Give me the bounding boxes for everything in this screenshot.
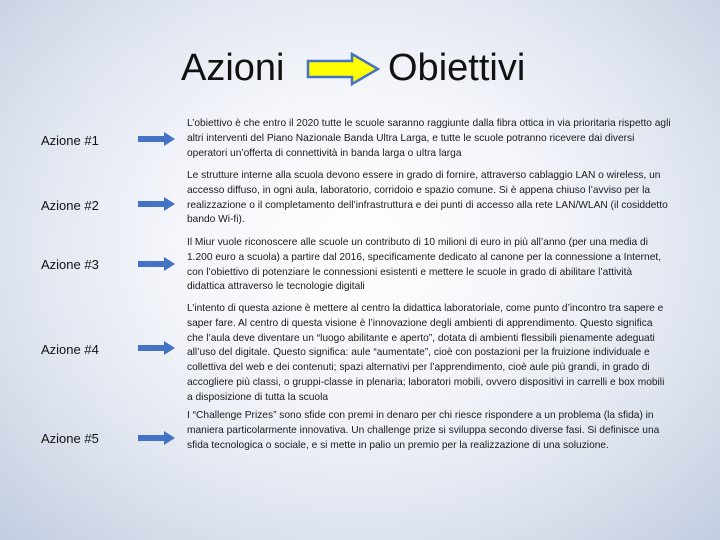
- right-arrow-icon: [306, 52, 380, 86]
- row-arrow-icon: [138, 256, 176, 272]
- row-text-azione-3: Il Miur vuole riconoscere alle scuole un contributo di 10 milioni di euro in più all’anno (per una media di 1.200 euro a scuola) a partire dal 2016, specificamente dedicato al canone per la connessione a Internet, con l’obiettivo di potenziare le connessioni esistenti e mettere le scuole in grado di abilitare l’attività didattica attraverso le tecnologie digitali: [187, 237, 662, 293]
- row-text-azione-1: L’obiettivo è che entro il 2020 tutte le scuole saranno raggiunte dalla fibra ottica in via prioritaria rispetto agli altri interventi del Piano Nazionale Banda Ultra Larga, e tutte le scuole potranno ricevere dai diversi operatori un’offerta di connettività in banda larga o ultra larga: [187, 118, 671, 159]
- row-text-azione-4: L’intento di questa azione è mettere al centro la didattica laboratoriale, come punto d’incontro tra sapere e saper fare. Al centro di questa visione è l’innovazione degli ambienti di apprendimento. Questo significa che l’aula deve diventare un “luogo abilitante e aperto”, dotata di ambienti flessibili pienamente adeguati all’uso del digitale. Questo significa: aule “aumentate”, cioè con postazioni per la fruizione individuale e collettiva del web e dei contenuti; spazi alternativi per l’apprendimento, cioè aule più grandi, in grado di accogliere più classi, o gruppi-classe in plenaria; laboratori mobili, ovvero dispositivi in carrelli e box mobili a disposizione di tutta la scuola: [187, 303, 665, 403]
- row-label-azione-3: Azione #3: [41, 257, 99, 272]
- row-arrow-icon: [138, 430, 176, 446]
- row-label-azione-5: Azione #5: [41, 431, 99, 446]
- row-arrow-icon: [138, 340, 176, 356]
- row-text-azione-5: I “Challenge Prizes” sono sfide con premi in denaro per chi riesce rispondere a un problema (la sfida) in maniera particolarmente innovativa. Un challenge prize si sviluppa secondo diverse fasi. Si definisce una sfida tecnologica o sociale, e si mette in palio un premio per la realizzazione di una soluzione.: [187, 410, 660, 451]
- row-label-azione-2: Azione #2: [41, 198, 99, 213]
- row-label-azione-1: Azione #1: [41, 133, 99, 148]
- row-label-azione-4: Azione #4: [41, 342, 99, 357]
- row-arrow-icon: [138, 131, 176, 147]
- row-text-azione-2: Le strutture interne alla scuola devono essere in grado di fornire, attraverso cablaggio LAN o wireless, un accesso diffuso, in ogni aula, laboratorio, corridoio e spazio comune. Si è appena chiuso l’avviso per la realizzazione o il completamento dell’infrastruttura e dei punti di accesso alla rete LAN/WLAN (il cosiddetto bando Wi-fi).: [187, 170, 668, 226]
- title-azioni: Azioni: [181, 47, 285, 89]
- row-arrow-icon: [138, 196, 176, 212]
- title-obiettivi: Obiettivi: [388, 47, 526, 89]
